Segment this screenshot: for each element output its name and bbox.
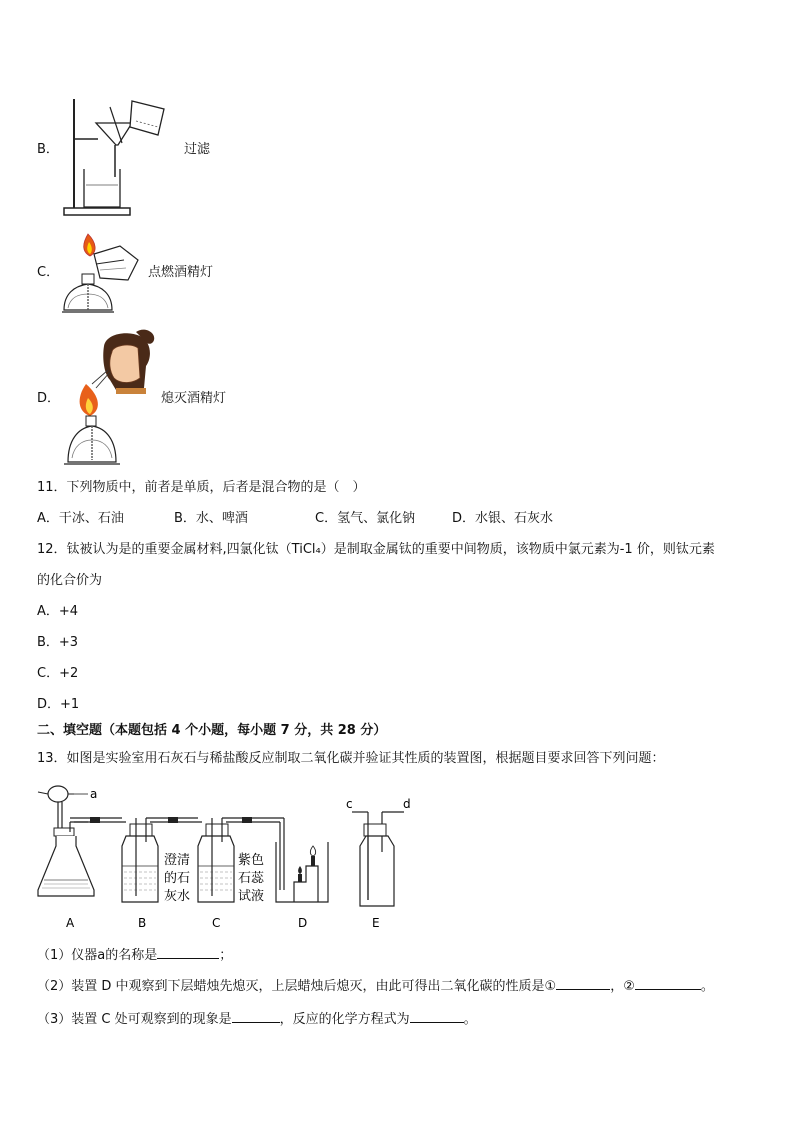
- option-b-caption: 过滤: [184, 142, 211, 157]
- apparatus-c: [198, 818, 234, 902]
- q13-part3-blank2[interactable]: [410, 1010, 464, 1023]
- option-c-letter: C．: [37, 265, 60, 280]
- q13-part1-blank[interactable]: [157, 946, 219, 959]
- q11-stem: 11．下列物质中，前者是单质，后者是混合物的是（ ）: [37, 480, 366, 495]
- option-b-letter: B．: [37, 142, 59, 157]
- q12-option-c: C．+2: [37, 666, 79, 681]
- q12-option-a: A．+4: [37, 604, 79, 619]
- option-d-letter: D．: [37, 391, 61, 406]
- label-d: d: [403, 797, 411, 811]
- option-c-caption: 点燃酒精灯: [148, 265, 214, 280]
- co2-apparatus-diagram: [30, 782, 430, 932]
- q12-stem-line2: 的化合价为: [37, 573, 103, 588]
- apparatus-label-d: D: [298, 916, 308, 930]
- apparatus-b: [122, 818, 158, 902]
- q13-part1-suffix: 的名称是: [105, 948, 158, 963]
- q13-part2-text: （2）装置 D 中观察到下层蜡烛先熄灭，上层蜡烛后熄灭，由此可得出二氧化碳的性质是①: [37, 979, 557, 994]
- q13-part1-end: ；: [219, 948, 233, 963]
- extinguish-lamp-image: [60, 328, 160, 468]
- c-liquid-line2: 石蕊: [238, 871, 265, 886]
- apparatus-a: [38, 786, 94, 896]
- q11-option-a: A．干冰、石油: [37, 511, 124, 526]
- apparatus-label-a: A: [66, 916, 75, 930]
- q13-part1: [37, 946, 232, 965]
- q13-part1-a: a: [97, 948, 106, 963]
- c-liquid-line1: 紫色: [238, 853, 265, 868]
- b-liquid-line3: 灰水: [164, 889, 191, 904]
- q13-part3: [37, 1010, 477, 1029]
- q13-part3-text: （3）装置 C 处可观察到的现象是: [37, 1012, 232, 1027]
- apparatus-label-c: C: [212, 916, 221, 930]
- label-a: a: [90, 787, 98, 801]
- q11-option-c: C．氢气、氯化钠: [315, 511, 416, 526]
- section-heading: 二、填空题（本题包括 4 个小题，每小题 7 分，共 28 分）: [37, 723, 387, 738]
- lighting-lamp-image: [60, 230, 150, 325]
- q13-part2-blank1[interactable]: [556, 977, 610, 990]
- q13-part3-mid: ，反应的化学方程式为: [279, 1012, 410, 1027]
- q12-stem-line1: 12．钛被认为是的重要金属材料,四氯化钛（TiCl₄）是制取金属钛的重要中间物质，该物质中氯元素为-1 价，则钛元素: [37, 542, 715, 557]
- filtration-apparatus-image: [60, 95, 170, 220]
- label-c: c: [346, 797, 353, 811]
- q11-option-d: D．水银、石灰水: [452, 511, 554, 526]
- q12-option-d: D．+1: [37, 697, 80, 712]
- c-liquid-line3: 试液: [238, 889, 265, 904]
- q13-part3-blank1[interactable]: [232, 1010, 280, 1023]
- apparatus-label-e: E: [372, 916, 380, 930]
- b-liquid-line2: 的石: [164, 871, 191, 886]
- q13-part2-mid: ，②: [610, 979, 635, 994]
- q13-part2-end: 。: [700, 979, 714, 994]
- q13-stem: 13．如图是实验室用石灰石与稀盐酸反应制取二氧化碳并验证其性质的装置图，根据题目要求回答下列问题：: [37, 751, 665, 766]
- q13-part1-prefix: （1）仪器: [37, 948, 98, 963]
- apparatus-label-b: B: [138, 916, 147, 930]
- apparatus-e: [352, 812, 404, 906]
- option-d-caption: 熄灭酒精灯: [161, 391, 227, 406]
- b-liquid-line1: 澄清: [164, 853, 191, 868]
- q13-part2: [37, 977, 714, 996]
- q13-part2-blank2[interactable]: [635, 977, 701, 990]
- q13-part3-end: 。: [463, 1012, 477, 1027]
- q11-option-b: B．水、啤酒: [174, 511, 248, 526]
- q12-option-b: B．+3: [37, 635, 79, 650]
